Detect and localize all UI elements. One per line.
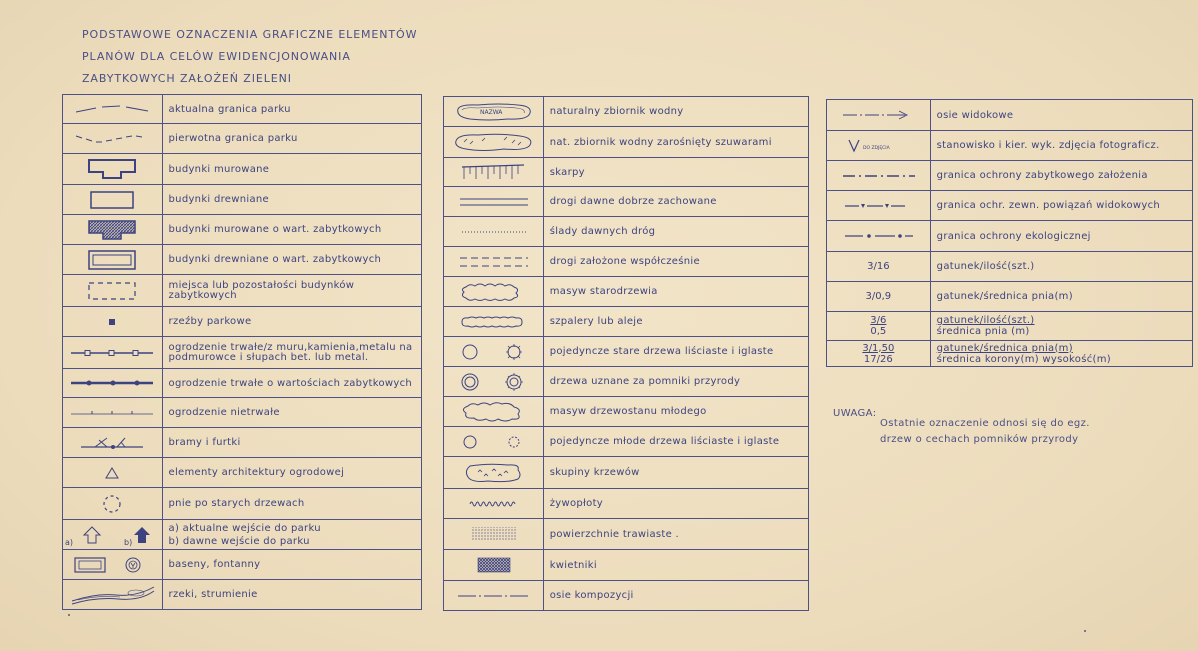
legend-row	[63, 520, 422, 550]
gate-icon	[63, 428, 163, 458]
legend-label: drzewa uznane za pomniki przyrody	[543, 367, 808, 397]
note-line-2: drzew o cechach pomników przyrody	[880, 434, 1079, 445]
code-fraction	[827, 312, 931, 341]
code-denominator: 17/26	[863, 353, 893, 365]
legend-row	[63, 428, 422, 458]
legend-row	[827, 282, 1193, 312]
dotted-line-icon	[444, 217, 544, 247]
legend-row	[63, 124, 422, 154]
legend-row	[444, 457, 809, 489]
triangle-icon	[63, 458, 163, 488]
legend-label	[162, 520, 421, 550]
legend-label: gatunek/średnica pnia(m)	[930, 282, 1192, 312]
legend-row	[63, 580, 422, 610]
legend-row	[827, 341, 1193, 367]
legend-label: drogi założone współcześnie	[543, 247, 808, 277]
dashed-line-icon	[63, 124, 163, 154]
legend-row	[63, 95, 422, 124]
legend-row	[827, 221, 1193, 252]
dashed-circle-icon	[63, 488, 163, 520]
legend-label: bramy i furtki	[162, 428, 421, 458]
legend-label: ogrodzenie trwałe o wartościach zabytkowych	[162, 369, 421, 398]
legend-label: ogrodzenie trwałe/z muru,kamienia,metalu na podmurowce i słupach bet. lub metal.	[162, 337, 421, 369]
sub-label-a: a)	[65, 537, 74, 547]
title-line-2: PLANÓW DLA CELÓW EWIDENCJONOWANIA	[82, 50, 351, 63]
title-line-1: PODSTAWOWE OZNACZENIA GRAFICZNE ELEMENTÓW	[82, 28, 418, 41]
double-line-icon	[444, 187, 544, 217]
code-numerator: 3/6	[870, 315, 887, 326]
dash-dot-bold-line-icon	[827, 221, 931, 252]
legend-row	[444, 489, 809, 519]
legend-label: nat. zbiornik wodny zarośnięty szuwarami	[543, 127, 808, 158]
middle-legend-table	[443, 96, 809, 611]
legend-label: masyw drzewostanu młodego	[543, 397, 808, 427]
legend-row	[63, 307, 422, 337]
slope-icon	[444, 158, 544, 187]
legend-row	[444, 397, 809, 427]
legend-row	[444, 97, 809, 127]
legend-row	[63, 398, 422, 428]
fountain-icon	[63, 550, 163, 580]
legend-label: granica ochrony ekologicznej	[930, 221, 1192, 252]
legend-row	[827, 252, 1193, 282]
legend-row	[444, 217, 809, 247]
hedge-icon	[444, 489, 544, 519]
legend-label: ślady dawnych dróg	[543, 217, 808, 247]
legend-label: budynki drewniane	[162, 185, 421, 215]
legend-label: osie kompozycji	[543, 581, 808, 611]
dash-dot-line-icon	[827, 161, 931, 191]
river-icon	[63, 580, 163, 610]
alley-icon	[444, 307, 544, 337]
legend-row	[444, 307, 809, 337]
legend-row	[63, 337, 422, 369]
legend-row	[63, 215, 422, 245]
thin-fence-line-icon	[63, 398, 163, 428]
legend-row	[827, 161, 1193, 191]
entrance-current-label: a) aktualne wejście do parku	[168, 522, 321, 534]
legend-label: naturalny zbiornik wodny	[543, 97, 808, 127]
hatched-building-icon	[63, 215, 163, 245]
label-numerator: gatunek/średnica pnia(m)	[936, 342, 1073, 354]
dash-triangle-line-icon	[827, 191, 931, 221]
legend-label: aktualna granica parku	[162, 95, 421, 124]
legend-label: pojedyncze stare drzewa liściaste i iglaste	[543, 337, 808, 367]
right-legend-table	[826, 99, 1193, 367]
photo-station-caption: DO ZDJĘCIA	[863, 145, 891, 151]
note-heading: UWAGA:	[833, 408, 877, 419]
paper-speck	[1084, 630, 1086, 632]
overgrown-water-icon	[444, 127, 544, 158]
rectangle-icon	[63, 185, 163, 215]
water-body-icon	[444, 97, 544, 127]
sub-label-b: b)	[124, 537, 133, 547]
legend-label: skupiny krzewów	[543, 457, 808, 489]
code-species-count: 3/16	[827, 252, 931, 282]
legend-row	[444, 519, 809, 550]
water-body-name: NAZWA	[480, 108, 503, 116]
legend-label: masyw starodrzewia	[543, 277, 808, 307]
entrance-former-label: b) dawne wejście do parku	[168, 535, 310, 547]
young-tree-pair-icon	[444, 427, 544, 457]
legend-label: stanowisko i kier. wyk. zdjęcia fotograficz.	[930, 131, 1192, 161]
legend-row	[444, 127, 809, 158]
legend-row	[827, 100, 1193, 131]
code-fraction	[827, 341, 931, 367]
legend-row	[444, 187, 809, 217]
legend-label: rzeki, strumienie	[162, 580, 421, 610]
legend-row	[63, 488, 422, 520]
legend-label: żywopłoty	[543, 489, 808, 519]
legend-label: miejsca lub pozostałości budynków zabytkowych	[162, 275, 421, 307]
photo-station-icon	[827, 131, 931, 161]
dashed-double-line-icon	[444, 247, 544, 277]
legend-label: szpalery lub aleje	[543, 307, 808, 337]
left-legend-table	[62, 94, 422, 610]
legend-label: ogrodzenie nietrwałe	[162, 398, 421, 428]
legend-row	[444, 427, 809, 457]
lawn-icon	[444, 519, 544, 550]
legend-label: drogi dawne dobrze zachowane	[543, 187, 808, 217]
label-denominator: średnica pnia (m)	[936, 326, 1030, 337]
legend-label: granica ochr. zewn. powiązań widokowych	[930, 191, 1192, 221]
label-numerator: gatunek/ilość(szt.)	[936, 315, 1035, 326]
legend-row	[63, 275, 422, 307]
entrance-arrows-icon	[63, 520, 163, 550]
legend-label: osie widokowe	[930, 100, 1192, 131]
title-line-3: ZABYTKOWYCH ZAŁOŻEŃ ZIELENI	[82, 72, 292, 85]
building-outline-icon	[63, 154, 163, 185]
legend-row	[444, 550, 809, 581]
legend-label	[930, 341, 1192, 367]
legend-row	[63, 245, 422, 275]
dashed-rectangle-icon	[63, 275, 163, 307]
label-denominator: średnica korony(m) wysokość(m)	[936, 353, 1111, 365]
legend-label: powierzchnie trawiaste .	[543, 519, 808, 550]
legend-label: budynki murowane	[162, 154, 421, 185]
young-forest-icon	[444, 397, 544, 427]
code-denominator: 0,5	[870, 326, 887, 337]
legend-label: baseny, fontanny	[162, 550, 421, 580]
monument-tree-icon	[444, 367, 544, 397]
dashed-line-icon	[63, 95, 163, 124]
legend-label: gatunek/ilość(szt.)	[930, 252, 1192, 282]
small-square-icon	[63, 307, 163, 337]
paper-speck	[68, 614, 70, 616]
bold-fence-line-icon	[63, 369, 163, 398]
legend-row	[63, 458, 422, 488]
tree-pair-icon	[444, 337, 544, 367]
legend-row	[444, 247, 809, 277]
legend-label: skarpy	[543, 158, 808, 187]
legend-label: budynki drewniane o wart. zabytkowych	[162, 245, 421, 275]
legend-label: elementy architektury ogrodowej	[162, 458, 421, 488]
legend-row	[444, 158, 809, 187]
flowerbed-icon	[444, 550, 544, 581]
code-species-diameter: 3/0,9	[827, 282, 931, 312]
legend-label	[930, 312, 1192, 341]
legend-label: pnie po starych drzewach	[162, 488, 421, 520]
legend-row	[63, 550, 422, 580]
legend-row	[444, 367, 809, 397]
legend-label: kwietniki	[543, 550, 808, 581]
legend-label: pierwotna granica parku	[162, 124, 421, 154]
view-axis-arrow-icon	[827, 100, 931, 131]
legend-row	[63, 369, 422, 398]
legend-row	[827, 131, 1193, 161]
legend-row	[444, 337, 809, 367]
code-numerator: 3/1,50	[862, 342, 895, 354]
legend-label: budynki murowane o wart. zabytkowych	[162, 215, 421, 245]
legend-row	[444, 277, 809, 307]
axis-line-icon	[444, 581, 544, 611]
legend-row	[827, 191, 1193, 221]
legend-row	[63, 154, 422, 185]
shrub-group-icon	[444, 457, 544, 489]
legend-label: rzeźby parkowe	[162, 307, 421, 337]
cloud-outline-icon	[444, 277, 544, 307]
double-rectangle-icon	[63, 245, 163, 275]
legend-row	[63, 185, 422, 215]
note-line-1: Ostatnie oznaczenie odnosi się do egz.	[880, 418, 1090, 429]
legend-label: granica ochrony zabytkowego założenia	[930, 161, 1192, 191]
fence-line-icon	[63, 337, 163, 369]
legend-label: pojedyncze młode drzewa liściaste i iglaste	[543, 427, 808, 457]
legend-row	[444, 581, 809, 611]
legend-row	[827, 312, 1193, 341]
